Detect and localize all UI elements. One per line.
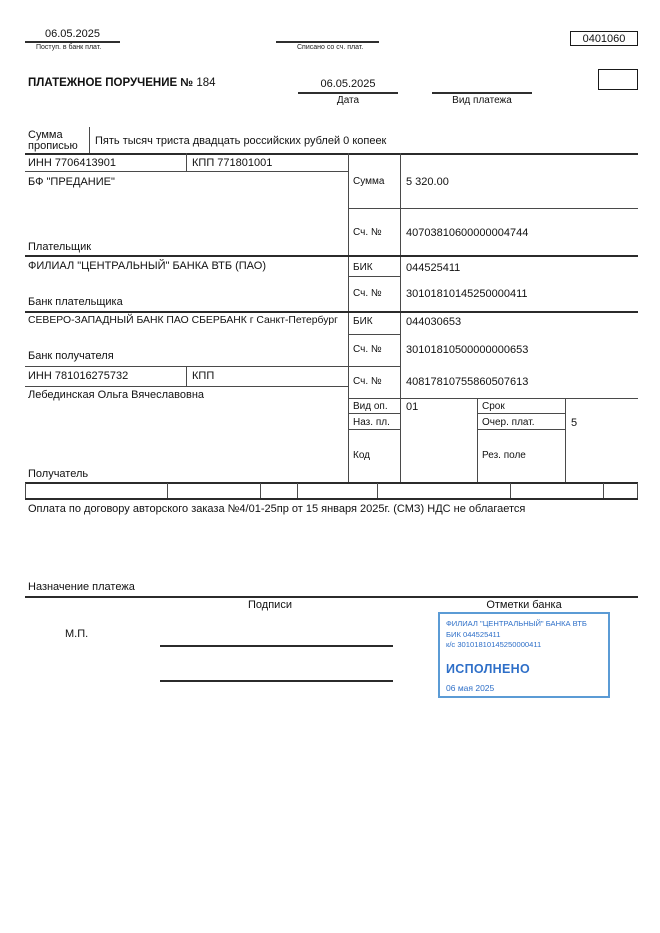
payer-bank-name: ФИЛИАЛ "ЦЕНТРАЛЬНЫЙ" БАНКА ВТБ (ПАО)	[28, 260, 266, 272]
op-priority-value: 5	[571, 417, 578, 429]
op-type-value: 01	[406, 401, 419, 413]
payer-name: БФ "ПРЕДАНИЕ"	[28, 176, 115, 188]
strip-divider	[637, 483, 638, 499]
payee-inn: ИНН 781016275732	[28, 370, 129, 382]
payee-bank-name: СЕВЕРО-ЗАПАДНЫЙ БАНК ПАО СБЕРБАНК г Санкт-Петербург	[28, 315, 338, 326]
payer-account: 40703810600000004744	[406, 227, 529, 239]
op-reserve-label: Рез. поле	[482, 450, 526, 461]
payer-section-label: Плательщик	[28, 241, 92, 253]
payer-bank-account: 30101810145250000411	[406, 288, 528, 300]
amount-value: 5 320.00	[406, 176, 449, 188]
stamp-bank-name: ФИЛИАЛ "ЦЕНТРАЛЬНЫЙ" БАНКА ВТБ	[446, 619, 587, 628]
received-date: 06.05.2025	[44, 28, 101, 40]
payee-bank-bik-label: БИК	[353, 316, 373, 327]
payer-account-label: Сч. №	[353, 227, 382, 238]
op-priority-label: Очер. плат.	[482, 417, 535, 428]
table-border	[477, 413, 565, 414]
table-border	[25, 482, 638, 484]
amount-words-divider	[89, 127, 90, 153]
payee-bank-account: 30101810500000000653	[406, 344, 529, 356]
payment-type-box	[598, 69, 638, 90]
form-code: 0401060	[582, 33, 626, 45]
stamp-status: ИСПОЛНЕНО	[446, 661, 530, 676]
op-grid-divider	[477, 399, 478, 483]
strip-divider	[603, 483, 604, 499]
payee-section-label: Получатель	[28, 468, 89, 480]
document-title	[28, 77, 216, 90]
op-grid-divider	[565, 399, 566, 483]
table-border	[348, 413, 400, 414]
table-border	[348, 208, 638, 209]
payee-kpp: КПП	[192, 370, 215, 382]
form-code-box	[570, 31, 638, 46]
table-border	[25, 311, 638, 313]
debited-underline	[276, 41, 379, 43]
payee-account-label: Сч. №	[353, 376, 382, 387]
payer-kpp: КПП 771801001	[192, 157, 273, 169]
payer-bank-bik: 044525411	[406, 262, 461, 274]
strip-divider	[377, 483, 378, 499]
document-number: 184	[196, 77, 216, 89]
document-date: 06.05.2025	[320, 78, 376, 90]
op-purpose-code-label: Наз. пл.	[353, 417, 390, 428]
amount-words-label: Сумма прописью	[28, 129, 78, 152]
payee-bank-account-label: Сч. №	[353, 344, 382, 355]
received-date-underline	[25, 41, 120, 43]
strip-divider	[260, 483, 261, 499]
payer-bank-account-label: Сч. №	[353, 288, 382, 299]
label-column-divider	[348, 153, 349, 483]
strip-divider	[297, 483, 298, 499]
op-code-label: Код	[353, 450, 371, 461]
bank-marks-label: Отметки банка	[486, 599, 562, 611]
payer-bank-section-label: Банк плательщика	[28, 296, 123, 308]
table-border	[348, 429, 400, 430]
table-border	[25, 596, 638, 598]
purpose-label: Назначение платежа	[28, 581, 135, 593]
inn-kpp-divider	[186, 153, 187, 171]
signature-line	[160, 645, 393, 647]
payee-account: 40817810755860507613	[406, 376, 529, 388]
amount-words-text: Пять тысяч триста двадцать российских рублей 0 копеек	[95, 135, 387, 147]
table-border	[348, 334, 400, 335]
table-border	[25, 153, 638, 155]
payee-name: Лебединская Ольга Вячеславовна	[28, 389, 205, 401]
table-border	[25, 255, 638, 257]
payer-bank-bik-label: БИК	[353, 262, 373, 273]
bank-stamp	[438, 612, 610, 698]
stamp-date: 06 мая 2025	[446, 682, 495, 693]
date-label: Дата	[336, 95, 360, 106]
stamp-bik: БИК 044525411	[446, 629, 501, 639]
payee-bank-bik: 044030653	[406, 316, 462, 328]
signature-line	[160, 680, 393, 682]
debited-label: Списано со сч. плат.	[297, 44, 364, 51]
strip-divider	[510, 483, 511, 499]
table-border	[25, 366, 400, 367]
table-border	[348, 398, 638, 399]
table-border	[477, 429, 565, 430]
payee-bank-section-label: Банк получателя	[28, 350, 114, 362]
table-border	[25, 386, 348, 387]
table-border	[348, 276, 400, 277]
stamp-corr-account: к/с 30101810145250000411	[446, 640, 542, 649]
document-title-text: ПЛАТЕЖНОЕ ПОРУЧЕНИЕ №	[28, 77, 194, 89]
received-label: Поступ. в банк плат.	[36, 44, 102, 51]
signatures-label: Подписи	[248, 599, 292, 611]
value-column-divider	[400, 153, 401, 483]
strip-divider	[167, 483, 168, 499]
payment-type-label: Вид платежа	[452, 95, 512, 106]
strip-divider	[25, 483, 26, 499]
payment-type-underline	[432, 92, 532, 94]
amount-label: Сумма	[353, 176, 385, 187]
date-underline	[298, 92, 398, 94]
table-border	[25, 171, 348, 172]
table-border	[25, 498, 638, 500]
payer-inn: ИНН 7706413901	[28, 157, 117, 169]
purpose-text: Оплата по договору авторского заказа №4/01-25пр от 15 января 2025г. (СМЗ) НДС не облагается	[28, 503, 526, 515]
op-type-label: Вид оп.	[353, 401, 388, 412]
inn-kpp-divider	[186, 367, 187, 387]
op-term-label: Срок	[482, 401, 505, 412]
stamp-place-label: М.П.	[65, 628, 89, 640]
